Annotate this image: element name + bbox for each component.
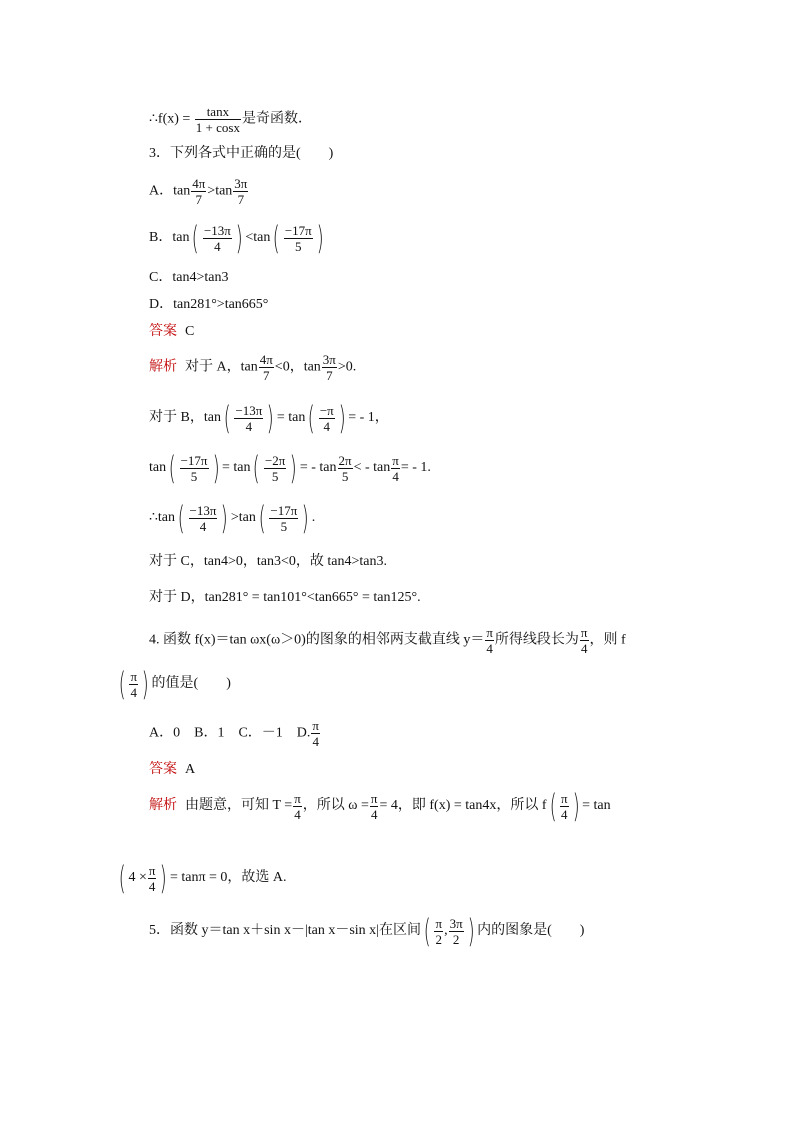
fraction: $\frac{-17\pi}{5}$ [284,222,312,254]
question-4-stem: 4. 函数 f(x)＝tan ωx(ω＞0)的图象的相邻两支截直线 y＝ $\frac{\pi}{4}$ 所得线段长为 $\frac{\pi}{4}$ ，则 f [149,625,626,656]
explanation-3-a: 解析 对于 A，tan $\frac{4\pi}{7}$ <0，tan $\frac{3\pi}{7}$ >0. [149,352,357,383]
answer-value: A [185,762,196,777]
explanation-3-b2: tan( $\frac{-17\pi}{5}$ ) = tan( $\frac{-2\pi}{5}$ ) = ‑ tan $\frac{2\pi}{5}$ < ‑ tan $\frac{\pi}{4}$ = ‑ 1. [149,449,431,487]
fraction: $\frac{-\pi}{4}$ [319,402,334,434]
fraction: $\frac{3\pi}{7}$ [322,352,336,383]
question-5-stem: 5．函数 y＝tan x＋sin x－|tan x－sin x|在区间( $\frac{\pi}{2}$ , $\frac{3\pi}{2}$ ) 内的图象是( ) [149,912,585,950]
explanation-label: 解析 [149,798,177,814]
question-4-options: A．0 B．1 C．－1 D. $\frac{\pi}{4}$ [149,718,319,749]
fraction: $\frac{2\pi}{5}$ [338,452,352,484]
fraction: $\frac{\pi}{4}$ [561,790,568,822]
conclusion-line [149,104,312,135]
question-3-option-d: D．tan281°>tan665° [149,297,269,312]
fraction: $\frac{-17\pi}{5}$ [180,452,208,484]
fraction: $\frac{-2\pi}{5}$ [264,452,286,484]
fraction: $\frac{\pi}{4}$ [148,862,156,894]
explanation-3-c: 对于 C，tan4>0，tan3<0，故 tan4>tan3. [149,554,387,569]
fraction: $\frac{3\pi}{7}$ [234,176,248,207]
fraction: $\frac{\pi}{2}$ [435,915,443,947]
fraction: $\frac{\pi}{4}$ [392,452,399,484]
question-3-option-b: B．tan( $\frac{-13\pi}{4}$ ) <tan( $\frac{-17\pi}{5}$ ) [149,219,324,257]
fraction: $\frac{\pi}{4}$ [370,790,378,822]
question-3-option-c: C．tan4>tan3 [149,270,229,285]
answer-label: 答案 [149,762,177,777]
explanation-3-b1: 对于 B，tan( $\frac{-13\pi}{4}$ ) = tan( $\frac{-\pi}{4}$ ) = ‑ 1， [149,399,389,437]
fraction: $\frac{\pi}{4}$ [130,668,138,700]
answer-3 [149,322,194,342]
fraction: $\frac{\pi}{4}$ [486,625,493,656]
explanation-label: 解析 [149,359,177,375]
answer-label: 答案 [149,324,177,339]
fraction: $\frac{\pi}{4}$ [312,718,319,749]
fraction: $\frac{-13\pi}{4}$ [235,402,263,434]
fraction: $\frac{-13\pi}{4}$ [203,222,231,254]
fraction: $\frac{-17\pi}{5}$ [270,502,298,534]
question-4-stem-cont: ( $\frac{\pi}{4}$ ) 的值是( ) [118,665,231,703]
fraction: $\frac{4\pi}{7}$ [259,352,273,383]
answer-4 [149,760,195,780]
fraction: $\frac{\pi}{4}$ [580,625,588,656]
explanation-4-cont: ( 4 × $\frac{\pi}{4}$ ) = tanπ = 0，故选 A. [118,859,287,897]
explanation-3-d: 对于 D，tan281° = tan101°<tan665° = tan125°. [149,590,421,605]
text: ∴f(x) = [149,111,191,127]
explanation-4: 解析 由题意，可知 T = $\frac{\pi}{4}$ ，所以 ω = $\frac{\pi}{4}$ = 4，即 f(x) = tan4x，所以 f( $\frac{\pi}{4}$ ) = tan [149,787,611,825]
explanation-3-b3: ∴tan( $\frac{-13\pi}{4}$ ) >tan( $\frac{-17\pi}{5}$ ) . [149,499,316,537]
fraction: $\frac{\pi}{4}$ [294,790,301,822]
question-3-option-a: A．tan $\frac{4\pi}{7}$ >tan $\frac{3\pi}{7}$ [149,176,248,207]
fraction: $\frac{\tan x}{1 + \cos x}$ [195,104,240,135]
fraction: $\frac{-13\pi}{4}$ [189,502,217,534]
answer-value: C [185,324,195,339]
fraction: $\frac{4\pi}{7}$ [192,176,206,207]
fraction: $\frac{3\pi}{2}$ [449,915,463,947]
text: 是奇函数． [241,111,312,127]
question-3-stem: 3．下列各式中正确的是( ) [149,146,334,161]
